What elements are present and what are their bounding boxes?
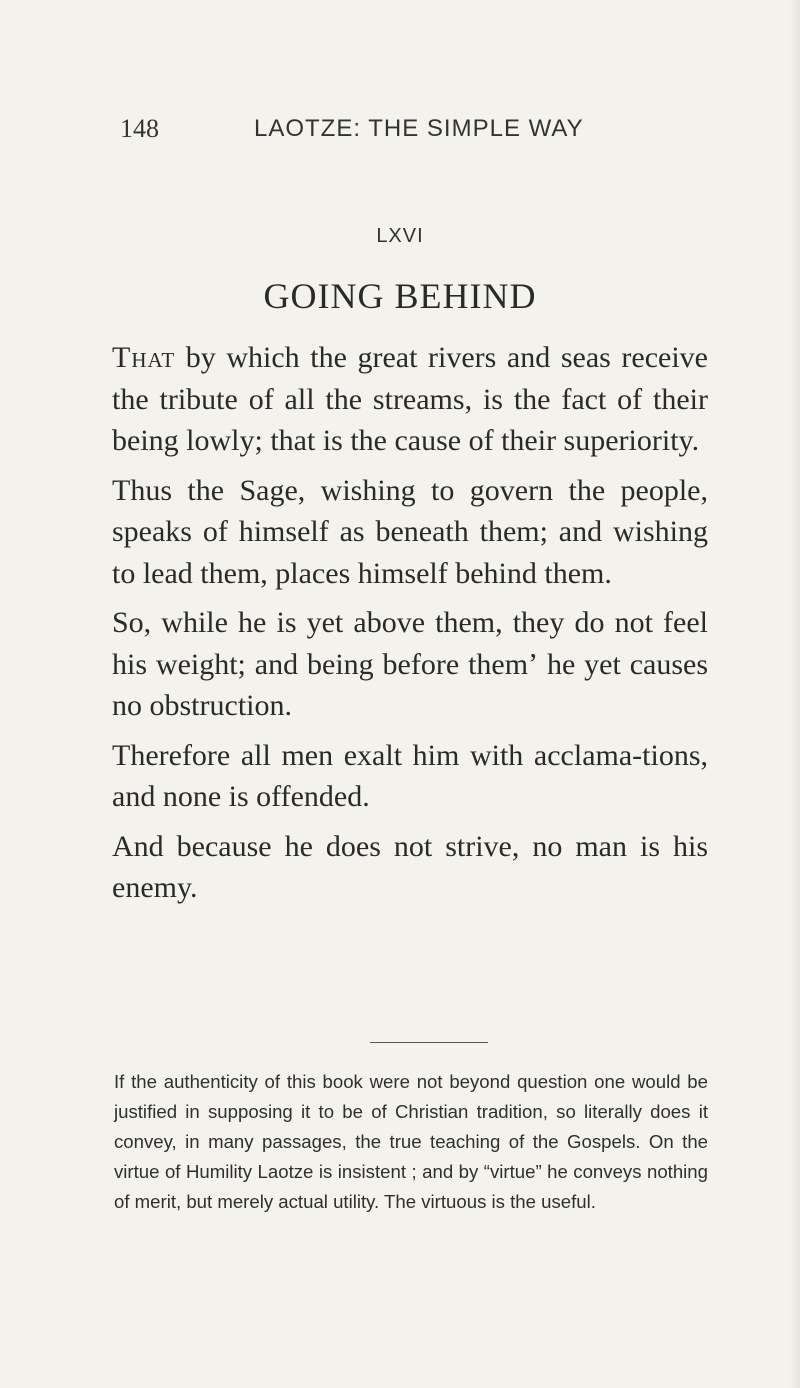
paragraph-5: And because he does not strive, no man is his enemy. — [112, 829, 708, 904]
footnote-divider — [370, 1042, 488, 1043]
paragraph-3: So, while he is yet above them, they do not feel his weight; and being before themʼ he yet causes no obstruction. — [112, 606, 708, 722]
chapter-number: LXVI — [376, 225, 424, 247]
footnote: If the authenticity of this book were not beyond question one would be justified in supposing it to be of Christian tradition, so literally does it convey, in many passages, the true teaching of the Gospels. On the virtue of Humility Laotze is insistent ; and by “virtue” he conveys nothing of merit, but merely actual utility. The virtuous is the useful. — [114, 1071, 708, 1212]
running-head — [120, 112, 680, 152]
paragraph-lead-word: That — [112, 341, 176, 374]
paragraph-1 — [112, 337, 708, 462]
chapter-title: GOING BEHIND — [263, 276, 537, 316]
paragraph-4: Therefore all men exalt him with acclama-tions, and none is offended. — [112, 738, 708, 813]
body-text — [112, 337, 708, 917]
paragraph-2: Thus the Sage, wishing to govern the people, speaks of himself as beneath them; and wishing to lead them, places himself behind them. — [112, 473, 708, 590]
running-title: LAOTZE: THE SIMPLE WAY — [254, 115, 584, 142]
paragraph-1-text: by which the great rivers and seas receive the tribute of all the streams, is the fact of their being lowly; that is the cause of their superiority. — [112, 341, 708, 457]
page-edge-shadow — [790, 0, 800, 1388]
page-number: 148 — [120, 114, 159, 143]
